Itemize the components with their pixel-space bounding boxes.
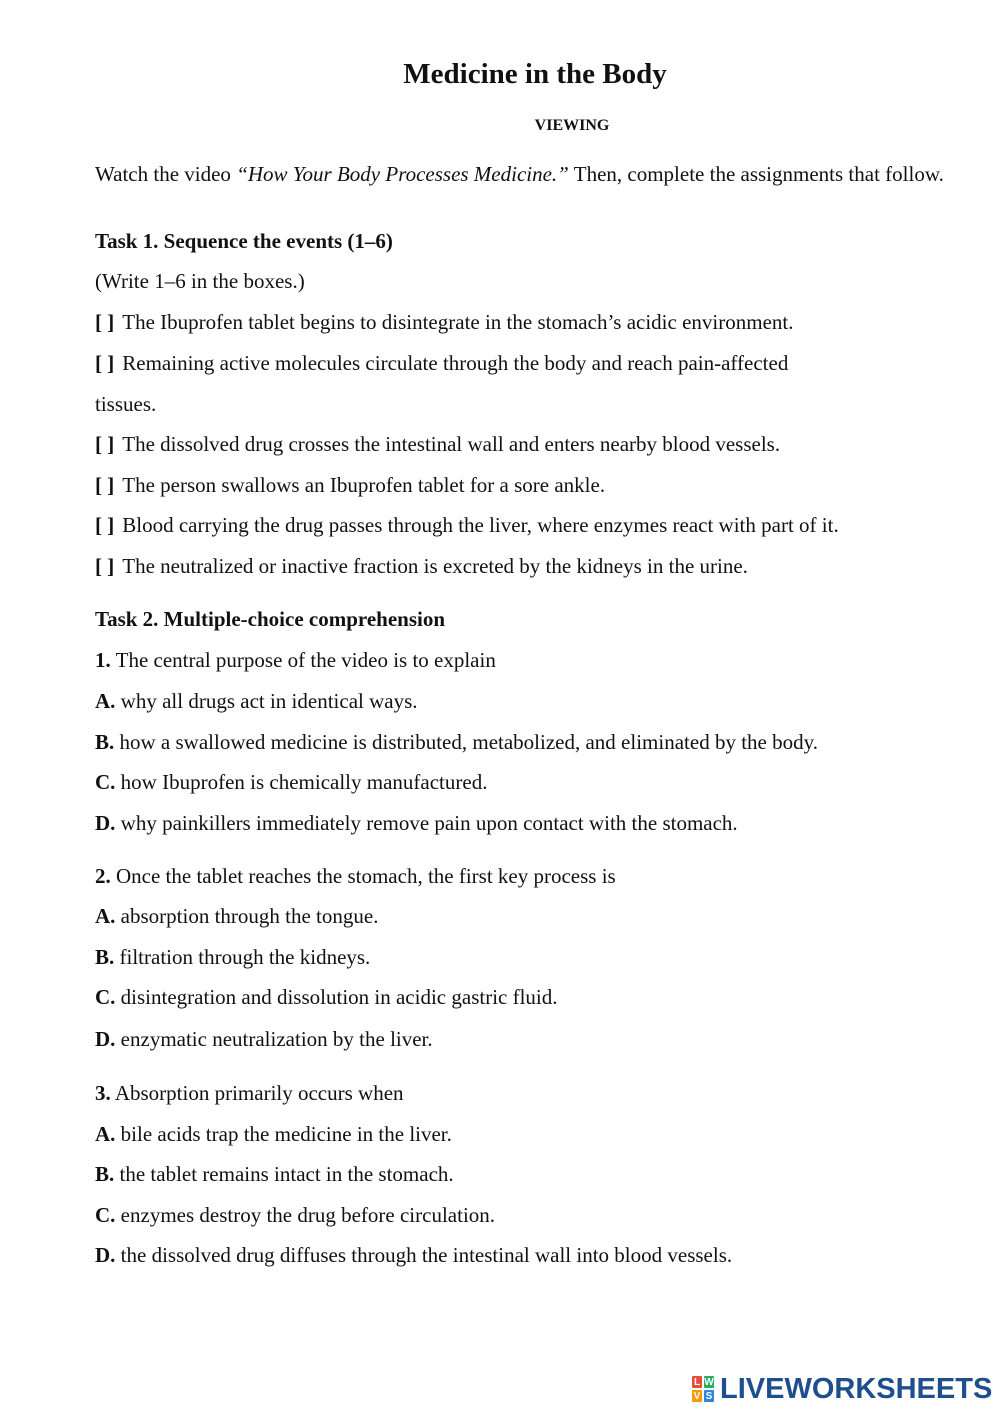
sequence-item [95,554,748,579]
option-letter: A. [95,689,116,713]
option-letter: C. [95,985,116,1009]
option-text: bile acids trap the medicine in the liver. [120,1122,452,1146]
question-number: 3. [95,1081,111,1105]
task1-heading: Task 1. Sequence the events (1–6) [95,229,393,253]
question [95,648,496,673]
option-text: how Ibuprofen is chemically manufactured. [120,770,488,794]
sequence-item [95,432,780,457]
option-letter: B. [95,730,115,754]
sequence-item-continuation: tissues. [95,392,157,416]
sequence-item-text: Blood carrying the drug passes through the liver, where enzymes react with part of it. [122,513,839,537]
question [95,1081,404,1106]
answer-option[interactable] [95,730,818,755]
answer-option[interactable] [95,904,378,929]
answer-option[interactable] [95,1027,433,1052]
answer-option[interactable] [95,689,418,714]
task1-instruction: (Write 1–6 in the boxes.) [95,269,305,293]
option-text: disintegration and dissolution in acidic gastric fluid. [120,985,558,1009]
sequence-item [95,310,793,335]
option-letter: B. [95,945,115,969]
option-letter: D. [95,1243,116,1267]
section-subtitle: VIEWING [534,117,610,134]
sequence-box[interactable]: [ ] [95,351,115,375]
question-text: Absorption primarily occurs when [114,1081,404,1105]
option-letter: A. [95,1122,116,1146]
option-text: the tablet remains intact in the stomach. [119,1162,454,1186]
sequence-item-text: The Ibuprofen tablet begins to disintegrate in the stomach’s acidic environment. [122,310,794,334]
sequence-box[interactable]: [ ] [95,513,115,537]
sequence-box[interactable]: [ ] [95,310,115,334]
option-letter: A. [95,904,116,928]
logo-mark-icon [692,1376,714,1402]
question-number: 1. [95,648,111,672]
answer-option[interactable] [95,985,558,1010]
option-letter: D. [95,811,116,835]
answer-option[interactable] [95,770,487,795]
answer-option[interactable] [95,1162,454,1187]
answer-option[interactable] [95,811,738,836]
option-text: why all drugs act in identical ways. [120,689,418,713]
sequence-item-text: The person swallows an Ibuprofen tablet for a sore ankle. [122,473,606,497]
sequence-item-text: The neutralized or inactive fraction is excreted by the kidneys in the urine. [122,554,748,578]
sequence-item-text: The dissolved drug crosses the intestinal wall and enters nearby blood vessels. [122,432,781,456]
logo-tile: S [705,1390,713,1402]
intro-after: Then, complete the assignments that follow. [568,162,944,186]
question [95,864,616,889]
logo-text: LIVEWORKSHEETS [720,1372,993,1405]
option-letter: C. [95,770,116,794]
question-number: 2. [95,864,111,888]
option-letter: C. [95,1203,116,1227]
sequence-item [95,513,839,538]
option-letter: B. [95,1162,115,1186]
sequence-box[interactable]: [ ] [95,432,115,456]
video-title: “How Your Body Processes Medicine.” [236,162,569,186]
sequence-item [95,473,605,498]
intro-paragraph [95,160,955,188]
option-text: enzymatic neutralization by the liver. [120,1027,433,1051]
question-text: The central purpose of the video is to explain [115,648,496,672]
liveworksheets-logo [692,1374,992,1404]
logo-tile: L [693,1376,701,1388]
sequence-item [95,351,788,376]
option-text: absorption through the tongue. [120,904,379,928]
option-text: how a swallowed medicine is distributed, metabolized, and eliminated by the body. [119,730,818,754]
logo-tile: V [693,1390,701,1402]
logo-tile: W [704,1376,714,1388]
sequence-box[interactable]: [ ] [95,554,115,578]
option-text: the dissolved drug diffuses through the intestinal wall into blood vessels. [120,1243,733,1267]
sequence-box[interactable]: [ ] [95,473,115,497]
answer-option[interactable] [95,1203,495,1228]
answer-option[interactable] [95,945,370,970]
question-text: Once the tablet reaches the stomach, the first key process is [116,864,616,888]
option-letter: D. [95,1027,116,1051]
option-text: filtration through the kidneys. [119,945,371,969]
answer-option[interactable] [95,1243,732,1268]
answer-option[interactable] [95,1122,452,1147]
option-text: enzymes destroy the drug before circulation. [120,1203,496,1227]
task2-heading: Task 2. Multiple-choice comprehension [95,607,446,631]
option-text: why painkillers immediately remove pain upon contact with the stomach. [120,811,738,835]
intro-before: Watch the video [95,162,237,186]
sequence-item-text: Remaining active molecules circulate through the body and reach pain-affected [122,351,789,375]
page-title: Medicine in the Body [403,58,667,90]
